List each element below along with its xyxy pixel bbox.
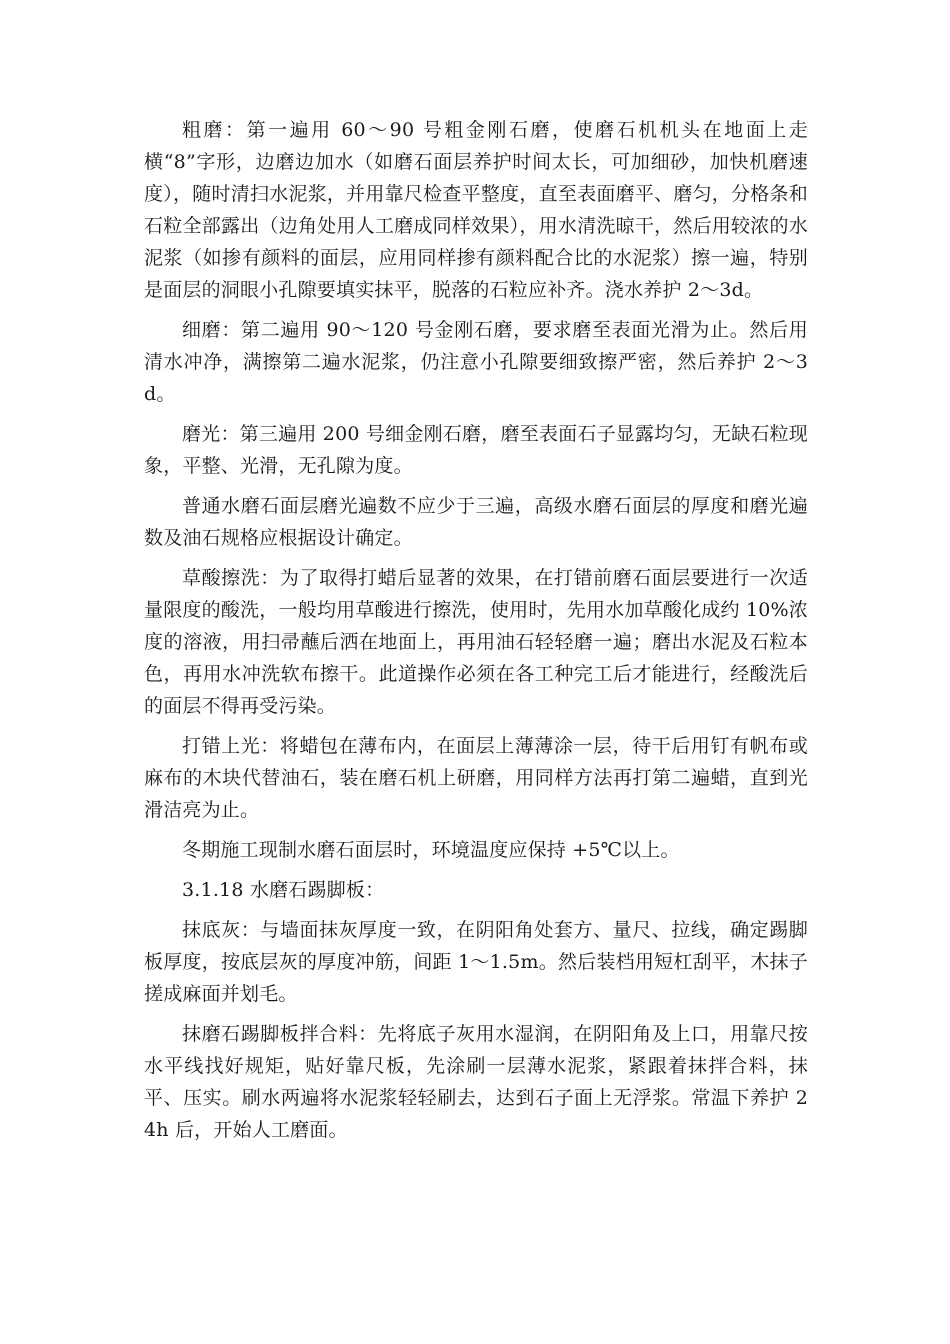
paragraph-fine-grinding: 细磨：第二遍用 90～120 号金刚石磨，要求磨至表面光滑为止。然后用清水冲净，满擦第二遍水泥浆，仍注意小孔隙要细致擦严密，然后养护 2～3d。 xyxy=(144,319,808,405)
paragraph-oxalic-wash: 草酸擦洗：为了取得打蜡后显著的效果，在打错前磨石面层要进行一次适量限度的酸洗，一般均用草酸进行擦洗，使用时，先用水加草酸化成约 10%浓度的溶液，用扫帚蘸后洒在地面上，再用油石轻轻磨一遍；磨出水泥及石粒本色，再用水冲洗软布擦干。此道操作必须在各工种完工后才能进行，经酸洗后的面层不得再受污染。 xyxy=(144,567,808,717)
paragraph-base-plaster: 抹底灰：与墙面抹灰厚度一致，在阴阳角处套方、量尺、拉线，确定踢脚板厚度，按底层灰的厚度冲筋，间距 1～1.5m。然后装档用短杠刮平，木抹子搓成麻面并划毛。 xyxy=(144,919,808,1005)
paragraph-winter-construction: 冬期施工现制水磨石面层时，环境温度应保持 +5℃以上。 xyxy=(182,839,680,861)
paragraph-skirting-mix: 抹磨石踢脚板拌合料：先将底子灰用水湿润，在阴阳角及上口，用靠尺按水平线找好规矩，贴好靠尺板，先涂刷一层薄水泥浆，紧跟着抹拌合料，抹平、压实。刷水两遍将水泥浆轻轻刷去，达到石子面上无浮浆。常温下养护 24h 后，开始人工磨面。 xyxy=(144,1023,808,1141)
section-heading-skirting: 3.1.18 水磨石踢脚板： xyxy=(182,879,385,901)
paragraph-polishing: 磨光：第三遍用 200 号细金刚石磨，磨至表面石子显露均匀，无缺石粒现象，平整、光滑，无孔隙为度。 xyxy=(144,423,808,477)
document-body xyxy=(144,114,808,1154)
paragraph-polish-count: 普通水磨石面层磨光遍数不应少于三遍，高级水磨石面层的厚度和磨光遍数及油石规格应根据设计确定。 xyxy=(144,495,808,549)
paragraph-rough-grinding: 粗磨：第一遍用 60～90 号粗金刚石磨，使磨石机机头在地面上走横“8”字形，边磨边加水（如磨石面层养护时间太长，可加细砂，加快机磨速度），随时清扫水泥浆，并用靠尺检查平整度，直至表面磨平、磨匀，分格条和石粒全部露出（边角处用人工磨成同样效果），用水清洗晾干，然后用较浓的水泥浆（如掺有颜料的面层，应用同样掺有颜料配合比的水泥浆）擦一遍，特别是面层的洞眼小孔隙要填实抹平，脱落的石粒应补齐。浇水养护 2～3d。 xyxy=(144,119,808,301)
paragraph-waxing: 打错上光：将蜡包在薄布内，在面层上薄薄涂一层，待干后用钉有帆布或麻布的木块代替油石，装在磨石机上研磨，用同样方法再打第二遍蜡，直到光滑洁亮为止。 xyxy=(144,735,808,821)
